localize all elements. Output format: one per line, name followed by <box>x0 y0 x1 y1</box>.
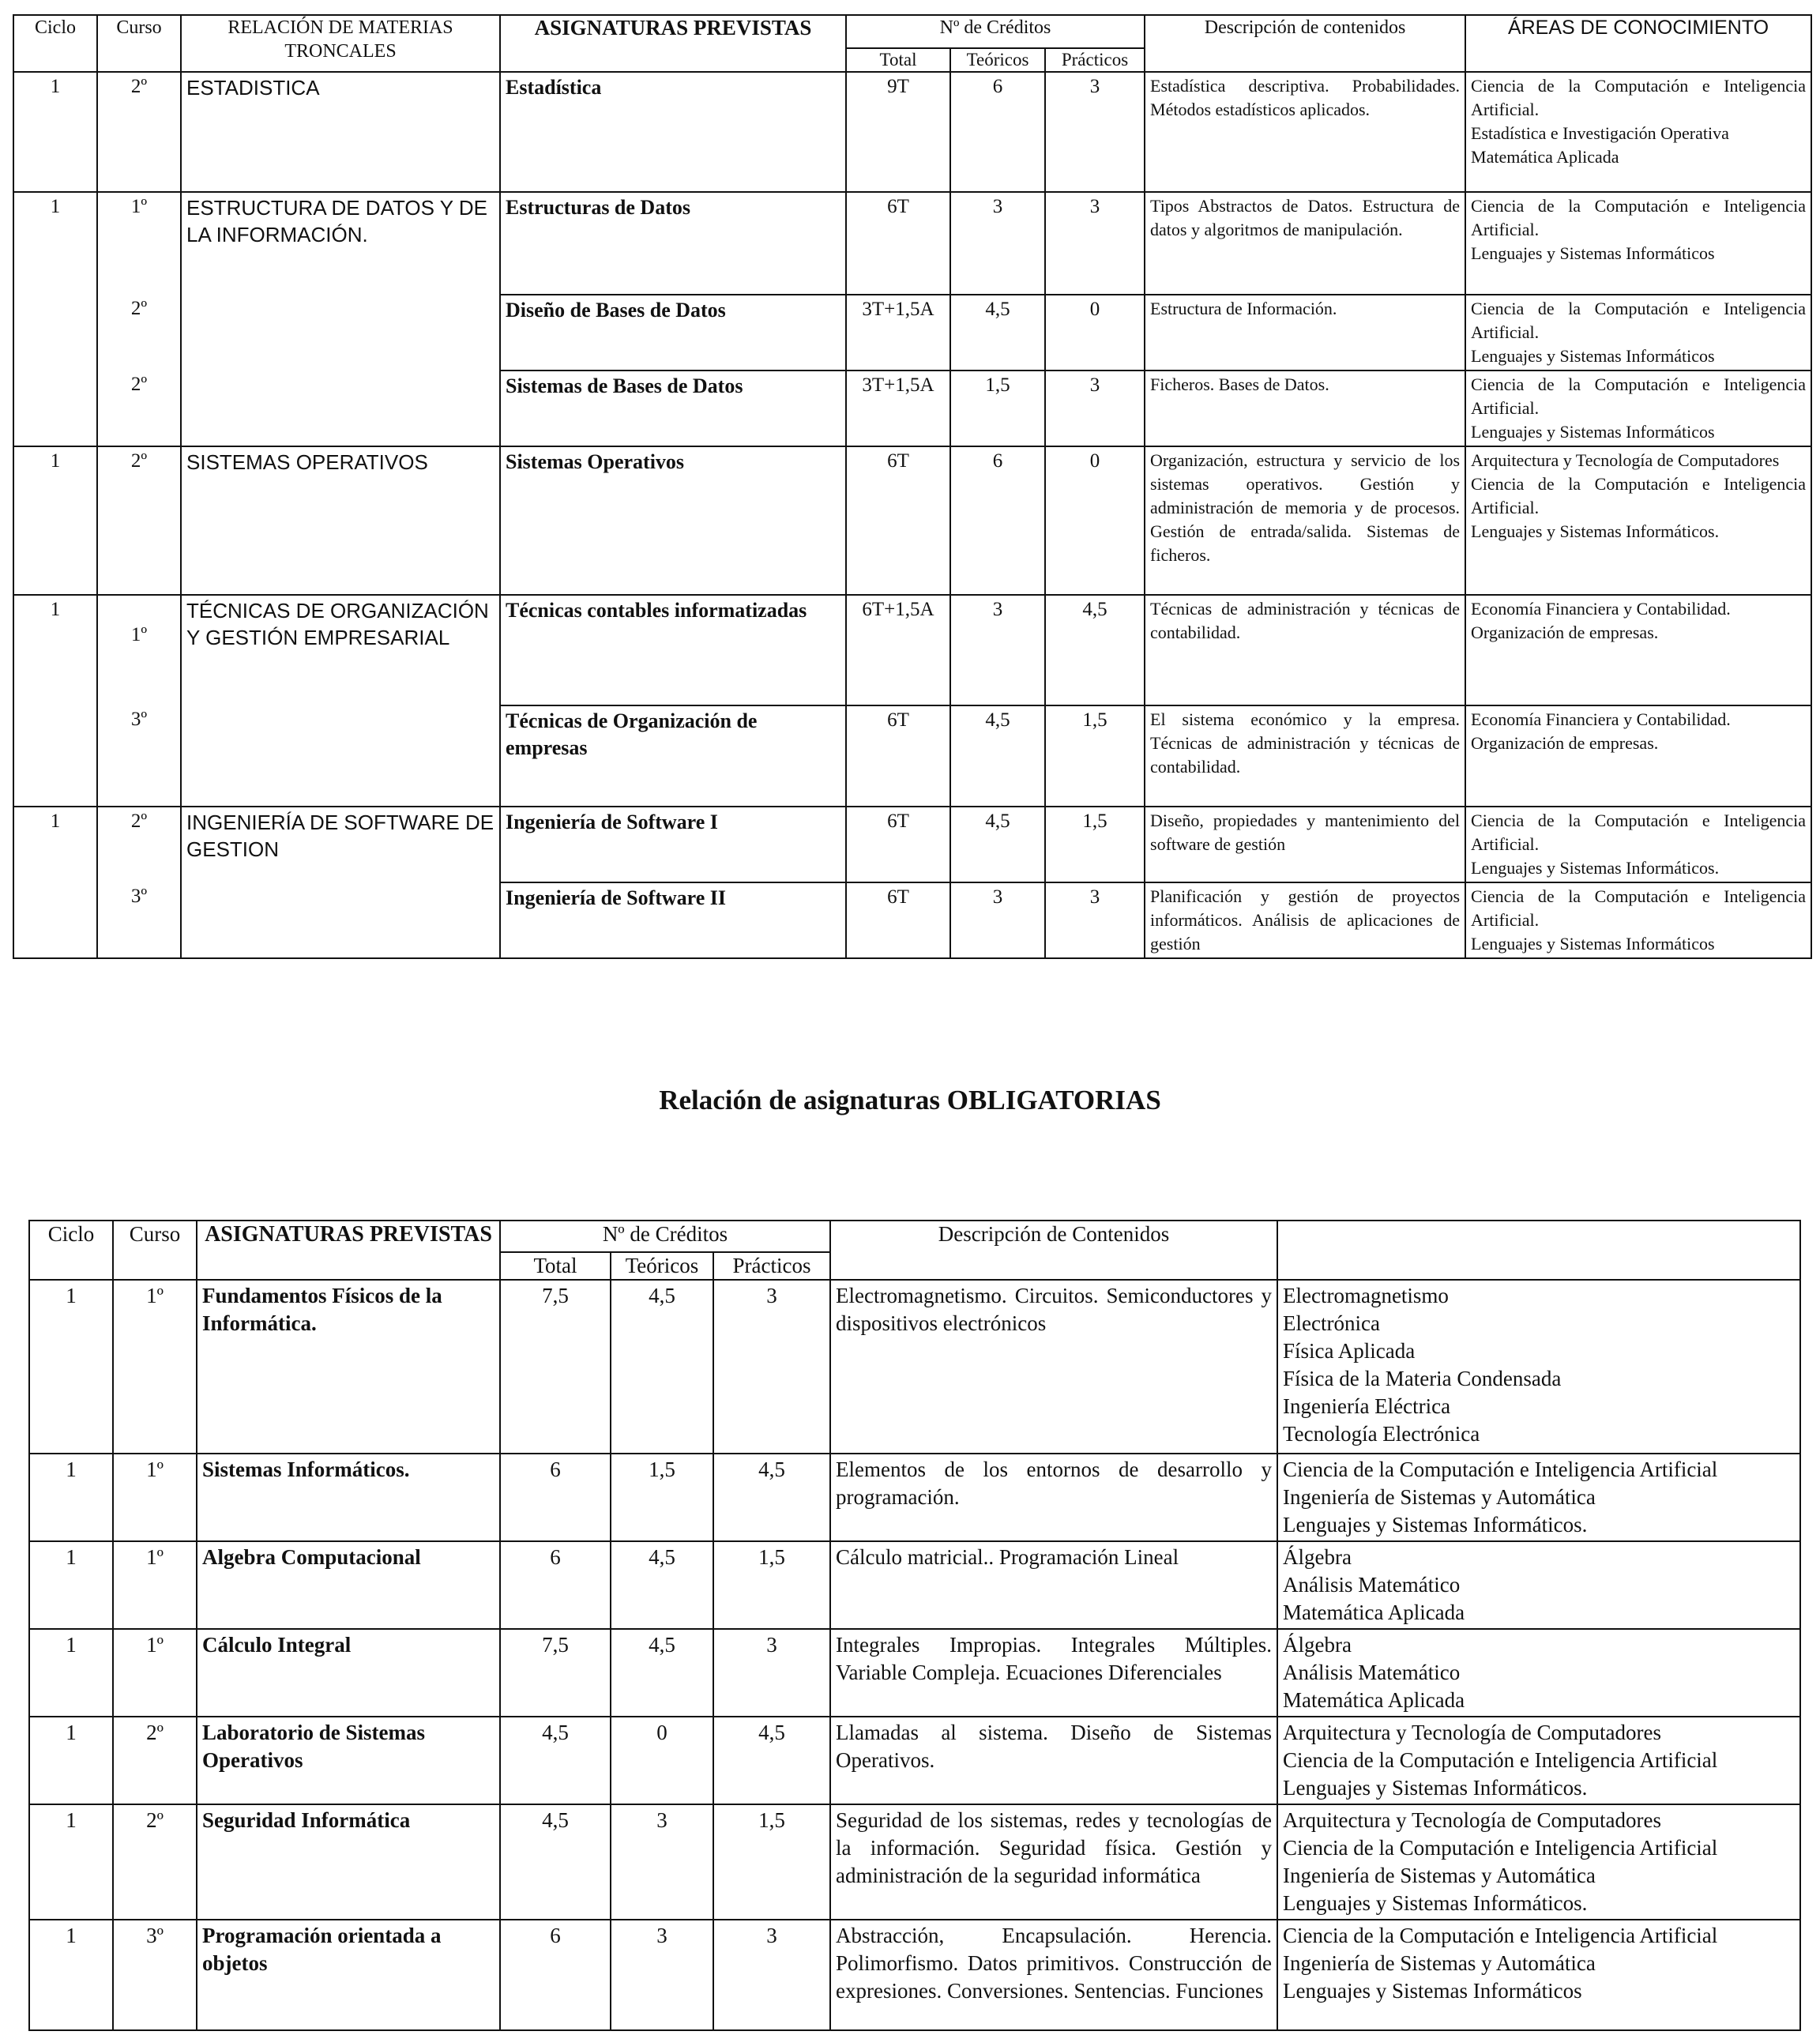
area-line: Economía Financiera y Contabilidad. <box>1471 709 1731 729</box>
cell-areas <box>1277 1717 1800 1804</box>
area-line: Economía Financiera y Contabilidad. <box>1471 599 1731 619</box>
cell-total: 4,5 <box>500 1717 611 1804</box>
area-line: Electrónica <box>1283 1311 1380 1335</box>
cell-asignatura: Diseño de Bases de Datos <box>500 295 846 371</box>
area-line: Ciencia de la Computación e Inteligencia Artificial. <box>1471 299 1807 342</box>
header-practicos: Prácticos <box>713 1252 830 1280</box>
area-line: Lenguajes y Sistemas Informáticos. <box>1471 521 1720 541</box>
cell-areas <box>1465 192 1811 295</box>
table-row <box>29 1717 1800 1804</box>
area-line: Arquitectura y Tecnología de Computadores <box>1283 1721 1661 1744</box>
cell-practicos: 3 <box>713 1629 830 1717</box>
area-line: Electromagnetismo <box>1283 1284 1449 1307</box>
cell-areas <box>1465 882 1811 958</box>
cell-curso: 2º <box>113 1804 197 1920</box>
cell-ciclo: 1 <box>29 1920 113 2030</box>
cell-areas <box>1277 1280 1800 1454</box>
area-line: Matemática Aplicada <box>1283 1601 1465 1624</box>
cell-total: 6T <box>846 446 950 595</box>
cell-teoricos: 0 <box>611 1717 713 1804</box>
cell-teoricos: 1,5 <box>950 371 1045 446</box>
cell-practicos: 1,5 <box>1045 705 1145 807</box>
header-total: Total <box>500 1252 611 1280</box>
cell-curso: 1º <box>113 1280 197 1454</box>
troncales-body <box>13 72 1811 958</box>
cell-areas <box>1465 595 1811 705</box>
area-line: Ciencia de la Computación e Inteligencia Artificial. <box>1471 811 1807 854</box>
area-line: Ciencia de la Computación e Inteligencia Artificial <box>1283 1836 1718 1860</box>
area-line: Álgebra <box>1283 1545 1352 1569</box>
area-line: Organización de empresas. <box>1471 733 1659 753</box>
cell-teoricos: 3 <box>950 595 1045 705</box>
cell-curso: 2º <box>97 72 181 192</box>
header-teoricos: Teóricos <box>950 48 1045 72</box>
header-asignaturas: ASIGNATURAS PREVISTAS <box>197 1221 500 1280</box>
header-descripcion: Descripción de contenidos <box>1145 15 1465 72</box>
cell-descripcion: Técnicas de administración y técnicas de contabilidad. <box>1145 595 1465 705</box>
cell-curso: 1º <box>97 595 181 705</box>
cell-teoricos: 6 <box>950 72 1045 192</box>
cell-descripcion: Elementos de los entornos de desarrollo y programación. <box>830 1454 1277 1541</box>
area-line: Álgebra <box>1283 1633 1352 1657</box>
cell-descripcion: Ficheros. Bases de Datos. <box>1145 371 1465 446</box>
area-line: Ingeniería de Sistemas y Automática <box>1283 1485 1596 1509</box>
cell-descripcion: Seguridad de los sistemas, redes y tecnologías de la información. Seguridad física. Gestión y administración de la seguridad informática <box>830 1804 1277 1920</box>
cell-total: 9T <box>846 72 950 192</box>
header-ciclo: Ciclo <box>13 15 97 72</box>
cell-ciclo: 1 <box>29 1541 113 1629</box>
cell-asignatura: Técnicas de Organización de empresas <box>500 705 846 807</box>
cell-descripcion: Llamadas al sistema. Diseño de Sistemas Operativos. <box>830 1717 1277 1804</box>
cell-curso: 1º <box>113 1629 197 1717</box>
cell-ciclo: 1 <box>13 807 97 882</box>
cell-teoricos: 4,5 <box>611 1280 713 1454</box>
cell-practicos: 1,5 <box>1045 807 1145 882</box>
obligatorias-body <box>29 1280 1800 2030</box>
cell-asignatura: Estadística <box>500 72 846 192</box>
area-line: Lenguajes y Sistemas Informáticos. <box>1471 858 1720 878</box>
cell-descripcion: Integrales Impropias. Integrales Múltiples. Variable Compleja. Ecuaciones Diferenciales <box>830 1629 1277 1717</box>
cell-teoricos: 4,5 <box>950 705 1045 807</box>
table-row <box>13 72 1811 192</box>
area-line: Lenguajes y Sistemas Informáticos. <box>1283 1513 1588 1537</box>
cell-ciclo <box>13 295 97 371</box>
cell-practicos: 3 <box>1045 371 1145 446</box>
cell-curso: 2º <box>113 1717 197 1804</box>
cell-ciclo: 1 <box>13 72 97 192</box>
cell-descripcion: Diseño, propiedades y mantenimiento del software de gestión <box>1145 807 1465 882</box>
cell-practicos: 3 <box>713 1280 830 1454</box>
table-row <box>13 595 1811 705</box>
header-curso: Curso <box>113 1221 197 1280</box>
area-line: Lenguajes y Sistemas Informáticos <box>1471 422 1715 442</box>
cell-descripcion: Estructura de Información. <box>1145 295 1465 371</box>
table-row <box>29 1629 1800 1717</box>
cell-areas <box>1277 1629 1800 1717</box>
cell-ciclo <box>13 705 97 807</box>
area-line: Análisis Matemático <box>1283 1573 1461 1597</box>
cell-curso: 3º <box>97 882 181 958</box>
cell-ciclo: 1 <box>29 1804 113 1920</box>
cell-ciclo: 1 <box>29 1629 113 1717</box>
area-line: Estadística e Investigación Operativa <box>1471 123 1729 143</box>
area-line: Lenguajes y Sistemas Informáticos <box>1471 243 1715 263</box>
area-line: Física de la Materia Condensada <box>1283 1367 1562 1390</box>
area-line: Ingeniería de Sistemas y Automática <box>1283 1864 1596 1887</box>
cell-asignatura: Sistemas Operativos <box>500 446 846 595</box>
cell-total: 6T <box>846 192 950 295</box>
header-curso: Curso <box>97 15 181 72</box>
cell-ciclo: 1 <box>29 1454 113 1541</box>
cell-descripcion: Abstracción, Encapsulación. Herencia. Polimorfismo. Datos primitivos. Construcción de expresiones. Conversiones. Sentencias. Funciones <box>830 1920 1277 2030</box>
cell-curso: 1º <box>97 192 181 295</box>
cell-teoricos: 4,5 <box>950 295 1045 371</box>
cell-descripcion: El sistema económico y la empresa. Técnicas de administración y técnicas de contabilidad. <box>1145 705 1465 807</box>
cell-total: 7,5 <box>500 1629 611 1717</box>
table-row <box>29 1280 1800 1454</box>
area-line: Arquitectura y Tecnología de Computadores <box>1471 450 1780 470</box>
cell-curso: 1º <box>113 1541 197 1629</box>
cell-total: 6 <box>500 1454 611 1541</box>
cell-asignatura: Ingeniería de Software II <box>500 882 846 958</box>
area-line: Tecnología Electrónica <box>1283 1422 1480 1446</box>
cell-curso: 2º <box>97 446 181 595</box>
cell-teoricos: 4,5 <box>950 807 1045 882</box>
troncales-table <box>13 14 1812 959</box>
area-line: Ciencia de la Computación e Inteligencia Artificial. <box>1471 374 1807 418</box>
cell-total: 3T+1,5A <box>846 295 950 371</box>
cell-total: 6 <box>500 1920 611 2030</box>
cell-areas <box>1277 1804 1800 1920</box>
cell-ciclo: 1 <box>13 192 97 295</box>
cell-total: 6T+1,5A <box>846 595 950 705</box>
cell-practicos: 4,5 <box>1045 595 1145 705</box>
area-line: Lenguajes y Sistemas Informáticos. <box>1283 1891 1588 1915</box>
cell-ciclo: 1 <box>29 1280 113 1454</box>
cell-asignatura: Ingeniería de Software I <box>500 807 846 882</box>
cell-asignatura: Programación orientada a objetos <box>197 1920 500 2030</box>
cell-curso: 3º <box>113 1920 197 2030</box>
header-ciclo: Ciclo <box>29 1221 113 1280</box>
cell-asignatura: Estructuras de Datos <box>500 192 846 295</box>
cell-practicos: 1,5 <box>713 1804 830 1920</box>
table-row <box>29 1541 1800 1629</box>
cell-practicos: 3 <box>1045 72 1145 192</box>
area-line: Lenguajes y Sistemas Informáticos. <box>1283 1776 1588 1800</box>
cell-asignatura: Laboratorio de Sistemas Operativos <box>197 1717 500 1804</box>
cell-practicos: 4,5 <box>713 1717 830 1804</box>
cell-practicos: 1,5 <box>713 1541 830 1629</box>
area-line: Ingeniería de Sistemas y Automática <box>1283 1951 1596 1975</box>
cell-asignatura: Sistemas de Bases de Datos <box>500 371 846 446</box>
cell-practicos: 3 <box>1045 192 1145 295</box>
area-line: Ciencia de la Computación e Inteligencia Artificial. <box>1471 886 1807 930</box>
cell-areas <box>1277 1541 1800 1629</box>
table-row <box>13 192 1811 295</box>
area-line: Ciencia de la Computación e Inteligencia Artificial <box>1283 1458 1718 1481</box>
cell-curso: 2º <box>97 371 181 446</box>
cell-descripcion: Estadística descriptiva. Probabilidades. Métodos estadísticos aplicados. <box>1145 72 1465 192</box>
cell-total: 4,5 <box>500 1804 611 1920</box>
cell-areas <box>1465 72 1811 192</box>
area-line: Ciencia de la Computación e Inteligencia Artificial. <box>1471 196 1807 239</box>
table-row <box>13 446 1811 595</box>
area-line: Arquitectura y Tecnología de Computadores <box>1283 1808 1661 1832</box>
header-asignaturas: ASIGNATURAS PREVISTAS <box>500 15 846 72</box>
area-line: Lenguajes y Sistemas Informáticos <box>1471 934 1715 954</box>
cell-teoricos: 1,5 <box>611 1454 713 1541</box>
cell-teoricos: 3 <box>950 192 1045 295</box>
cell-areas <box>1465 446 1811 595</box>
cell-practicos: 0 <box>1045 295 1145 371</box>
cell-teoricos: 4,5 <box>611 1541 713 1629</box>
cell-asignatura: Fundamentos Físicos de la Informática. <box>197 1280 500 1454</box>
header-areas <box>1277 1221 1800 1280</box>
cell-teoricos: 3 <box>950 882 1045 958</box>
area-line: Lenguajes y Sistemas Informáticos <box>1471 346 1715 366</box>
cell-areas <box>1465 807 1811 882</box>
area-line: Ingeniería Eléctrica <box>1283 1394 1451 1418</box>
cell-materia: ESTADISTICA <box>181 72 500 192</box>
header-materias: RELACIÓN DE MATERIAS TRONCALES <box>181 15 500 72</box>
cell-asignatura: Técnicas contables informatizadas <box>500 595 846 705</box>
cell-total: 6 <box>500 1541 611 1629</box>
obligatorias-table <box>28 1220 1801 2031</box>
area-line: Lenguajes y Sistemas Informáticos <box>1283 1979 1582 2003</box>
cell-curso: 2º <box>97 295 181 371</box>
cell-ciclo: 1 <box>29 1717 113 1804</box>
cell-practicos: 0 <box>1045 446 1145 595</box>
cell-teoricos: 4,5 <box>611 1629 713 1717</box>
cell-total: 7,5 <box>500 1280 611 1454</box>
cell-total: 3T+1,5A <box>846 371 950 446</box>
cell-total: 6T <box>846 882 950 958</box>
cell-materia: TÉCNICAS DE ORGANIZACIÓN Y GESTIÓN EMPRESARIAL <box>181 595 500 807</box>
cell-ciclo: 1 <box>13 595 97 705</box>
cell-descripcion: Electromagnetismo. Circuitos. Semiconductores y dispositivos electrónicos <box>830 1280 1277 1454</box>
area-line: Ciencia de la Computación e Inteligencia Artificial. <box>1471 474 1807 517</box>
header-areas: ÁREAS DE CONOCIMIENTO <box>1465 15 1811 72</box>
cell-descripcion: Organización, estructura y servicio de los sistemas operativos. Gestión y administración de memoria y de procesos. Gestión de entrada/salida. Sistemas de ficheros. <box>1145 446 1465 595</box>
cell-descripcion: Cálculo matricial.. Programación Lineal <box>830 1541 1277 1629</box>
cell-practicos: 4,5 <box>713 1454 830 1541</box>
cell-total: 6T <box>846 705 950 807</box>
area-line: Ciencia de la Computación e Inteligencia Artificial. <box>1471 76 1807 119</box>
header-creditos: Nº de Créditos <box>846 15 1145 48</box>
header-teoricos: Teóricos <box>611 1252 713 1280</box>
cell-curso: 3º <box>97 705 181 807</box>
cell-asignatura: Algebra Computacional <box>197 1541 500 1629</box>
cell-asignatura: Seguridad Informática <box>197 1804 500 1920</box>
cell-practicos: 3 <box>1045 882 1145 958</box>
area-line: Análisis Matemático <box>1283 1661 1461 1684</box>
header-practicos: Prácticos <box>1045 48 1145 72</box>
cell-ciclo <box>13 371 97 446</box>
cell-teoricos: 3 <box>611 1920 713 2030</box>
cell-areas <box>1465 295 1811 371</box>
area-line: Ciencia de la Computación e Inteligencia Artificial <box>1283 1748 1718 1772</box>
header-total: Total <box>846 48 950 72</box>
cell-total: 6T <box>846 807 950 882</box>
table-row <box>29 1804 1800 1920</box>
cell-practicos: 3 <box>713 1920 830 2030</box>
table-row <box>29 1920 1800 2030</box>
area-line: Ciencia de la Computación e Inteligencia Artificial <box>1283 1924 1718 1947</box>
area-line: Matemática Aplicada <box>1283 1688 1465 1712</box>
header-descripcion: Descripción de Contenidos <box>830 1221 1277 1280</box>
cell-materia: SISTEMAS OPERATIVOS <box>181 446 500 595</box>
section-title: Relación de asignaturas OBLIGATORIAS <box>659 1085 1161 1115</box>
area-line: Matemática Aplicada <box>1471 147 1619 167</box>
cell-ciclo <box>13 882 97 958</box>
cell-areas <box>1277 1920 1800 2030</box>
table-row <box>29 1454 1800 1541</box>
header-creditos: Nº de Créditos <box>500 1221 830 1252</box>
area-line: Física Aplicada <box>1283 1339 1416 1363</box>
cell-materia: ESTRUCTURA DE DATOS Y DE LA INFORMACIÓN. <box>181 192 500 446</box>
cell-asignatura: Sistemas Informáticos. <box>197 1454 500 1541</box>
cell-areas <box>1465 371 1811 446</box>
cell-descripcion: Planificación y gestión de proyectos informáticos. Análisis de aplicaciones de gestión <box>1145 882 1465 958</box>
cell-ciclo: 1 <box>13 446 97 595</box>
cell-areas <box>1277 1454 1800 1541</box>
cell-teoricos: 3 <box>611 1804 713 1920</box>
area-line: Organización de empresas. <box>1471 623 1659 642</box>
cell-curso: 2º <box>97 807 181 882</box>
cell-asignatura: Cálculo Integral <box>197 1629 500 1717</box>
cell-materia: INGENIERÍA DE SOFTWARE DE GESTION <box>181 807 500 958</box>
cell-curso: 1º <box>113 1454 197 1541</box>
table-row <box>13 807 1811 882</box>
cell-teoricos: 6 <box>950 446 1045 595</box>
cell-descripcion: Tipos Abstractos de Datos. Estructura de datos y algoritmos de manipulación. <box>1145 192 1465 295</box>
cell-areas <box>1465 705 1811 807</box>
